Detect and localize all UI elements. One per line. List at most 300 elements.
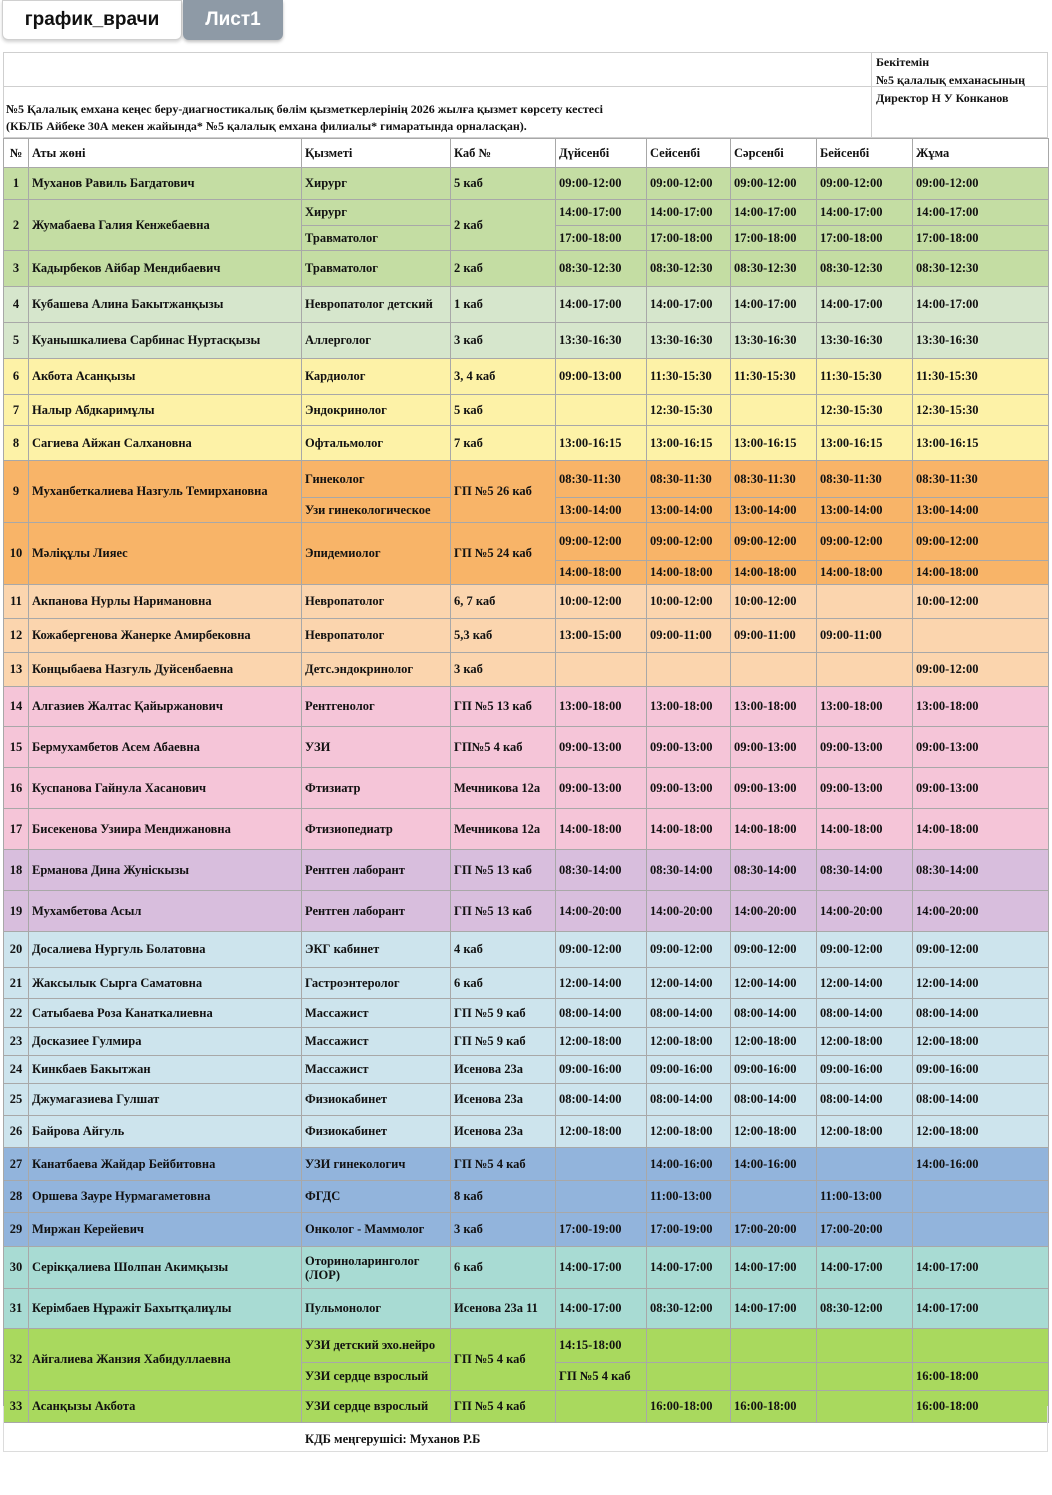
schedule-cell-wed: 14:00-18:00 [731, 809, 817, 850]
schedule-cell-fri: 14:00-17:00 [913, 1289, 1049, 1329]
name-cell: Сагиева Айжан Салхановна [29, 426, 302, 461]
schedule-cell-fri: 08:30-11:30 [913, 461, 1049, 498]
approval-line: Бекітемін [876, 55, 930, 69]
schedule-cell-fri: 09:00-12:00 [913, 653, 1049, 687]
schedule-cell-tue: 08:30-11:30 [647, 461, 731, 498]
name-cell: Акпанова Нурлы Наримановна [29, 585, 302, 619]
schedule-cell-thu: 12:30-15:30 [817, 395, 913, 426]
row-number-cell: 9 [4, 461, 29, 523]
name-cell: Алгазиев Жалтас Қайыржанович [29, 687, 302, 727]
table-row [4, 168, 1049, 200]
tab-list1[interactable] [183, 0, 283, 40]
schedule-cell-wed: 13:00-14:00 [731, 498, 817, 523]
row-number-cell: 3 [4, 251, 29, 287]
schedule-cell-fri: 09:00-16:00 [913, 1056, 1049, 1084]
cabinet-cell: 7 каб [451, 426, 556, 461]
schedule-cell-mon: 08:30-14:00 [556, 850, 647, 891]
schedule-cell-mon: 09:00-16:00 [556, 1056, 647, 1084]
name-cell: Серікқалиева Шолпан Акимқызы [29, 1247, 302, 1289]
table-row [4, 1116, 1049, 1148]
schedule-cell-tue [731, 1363, 817, 1391]
cabinet-cell: 3 каб [451, 323, 556, 359]
role-cell: Невропатолог [302, 619, 451, 653]
schedule-cell-tue: 09:00-13:00 [647, 727, 731, 768]
role-cell: ЭКГ кабинет [302, 932, 451, 968]
name-cell: Жумабаева Галия Кенжебаевна [29, 200, 302, 251]
row-number-cell: 6 [4, 359, 29, 395]
schedule-cell-wed: 16:00-18:00 [731, 1391, 817, 1423]
schedule-cell-mon: 14:00-17:00 [556, 287, 647, 323]
schedule-cell-fri: 14:00-18:00 [913, 809, 1049, 850]
name-cell: Налыр Абдкаримұлы [29, 395, 302, 426]
role-cell: Массажист [302, 999, 451, 1028]
schedule-cell-wed: 09:00-12:00 [731, 523, 817, 561]
name-cell: Куспанова Гайнула Хасанович [29, 768, 302, 809]
row-number-cell: 13 [4, 653, 29, 687]
title-line: №5 Қалалық емхана кеңес беру-диагностикалық бөлім қызметкерлерінің 2026 жылға қызмет көрсету кестесі [6, 102, 603, 116]
schedule-cell-wed [731, 1181, 817, 1213]
name-cell: Муханов Равиль Багдатович [29, 168, 302, 200]
cabinet-cell: 1 каб [451, 287, 556, 323]
schedule-cell-mon [556, 1148, 647, 1181]
schedule-cell-fri: 14:00-17:00 [913, 1247, 1049, 1289]
row-number-cell: 31 [4, 1289, 29, 1329]
column-header: Каб № [451, 139, 556, 168]
schedule-cell-wed: 09:00-11:00 [731, 619, 817, 653]
role-cell: Невропатолог детский [302, 287, 451, 323]
schedule-cell-fri: 11:30-15:30 [913, 359, 1049, 395]
schedule-cell-fri: 08:00-14:00 [913, 999, 1049, 1028]
table-row [4, 619, 1049, 653]
role-cell: Фтизиопедиатр [302, 809, 451, 850]
schedule-cell-tue: 13:30-16:30 [647, 323, 731, 359]
schedule-cell-fri: 14:00-16:00 [913, 1148, 1049, 1181]
table-row [4, 809, 1049, 850]
role-cell: Рентгенолог [302, 687, 451, 727]
name-cell: Бисекенова Узиира Мендижановна [29, 809, 302, 850]
row-number-cell: 7 [4, 395, 29, 426]
cabinet-cell: Исенова 23а 11 [451, 1289, 556, 1329]
schedule-cell-wed: 14:00-16:00 [731, 1148, 817, 1181]
name-cell: Кадырбеков Айбар Мендибаевич [29, 251, 302, 287]
name-cell: Джумагазиева Гулшат [29, 1084, 302, 1116]
table-row [4, 727, 1049, 768]
schedule-cell-mon: 08:00-14:00 [556, 999, 647, 1028]
schedule-cell-wed: 09:00-13:00 [731, 768, 817, 809]
table-row [4, 251, 1049, 287]
schedule-cell-mon: 17:00-19:00 [556, 1213, 647, 1247]
role-cell: Детс.эндокринолог [302, 653, 451, 687]
schedule-cell-fri: 08:00-14:00 [913, 1084, 1049, 1116]
name-cell: Миржан Керейевич [29, 1213, 302, 1247]
table-row [4, 359, 1049, 395]
schedule-cell-tue: 13:00-16:15 [647, 426, 731, 461]
table-row [4, 932, 1049, 968]
row-number-cell: 30 [4, 1247, 29, 1289]
cabinet-cell: 5,3 каб [451, 619, 556, 653]
schedule-cell-thu: 08:30-12:00 [817, 1289, 913, 1329]
table-row [4, 1056, 1049, 1084]
cabinet-cell: ГП №5 9 каб [451, 1028, 556, 1056]
schedule-cell-thu: 08:30-12:30 [817, 251, 913, 287]
schedule-cell-tue: 12:30-15:30 [647, 395, 731, 426]
schedule-cell-wed: 14:00-17:00 [731, 287, 817, 323]
name-cell: Бермухамбетов Асем Абаевна [29, 727, 302, 768]
role-cell: Хирург [302, 168, 451, 200]
schedule-cell-fri: 10:00-12:00 [913, 585, 1049, 619]
schedule-cell-tue: 08:30-12:30 [647, 251, 731, 287]
schedule-cell-thu: 12:00-18:00 [817, 1116, 913, 1148]
role-cell: Кардиолог [302, 359, 451, 395]
schedule-cell-wed: 13:00-16:15 [731, 426, 817, 461]
schedule-cell-tue: 12:00-18:00 [647, 1116, 731, 1148]
row-number-cell: 23 [4, 1028, 29, 1056]
row-number-cell: 1 [4, 168, 29, 200]
cabinet-cell: 5 каб [451, 395, 556, 426]
role-cell: Гастроэнтеролог [302, 968, 451, 999]
schedule-cell-mon: 08:30-11:30 [556, 461, 647, 498]
role-cell: Травматолог [302, 251, 451, 287]
schedule-cell-fri: 17:00-18:00 [913, 226, 1049, 251]
cabinet-cell: 8 каб [451, 1181, 556, 1213]
row-number-cell: 12 [4, 619, 29, 653]
schedule-cell-mon: 09:00-12:00 [556, 523, 647, 561]
schedule-cell-mon: 14:15-18:00 [556, 1329, 647, 1363]
name-cell: Акбота Асанқызы [29, 359, 302, 395]
table-row [4, 1247, 1049, 1289]
schedule-cell-mon [556, 1181, 647, 1213]
cabinet-cell: 2 каб [451, 200, 556, 251]
table-row [4, 287, 1049, 323]
role-cell: ФГДС [302, 1181, 451, 1213]
schedule-cell-mon [647, 1363, 731, 1391]
cabinet-cell: 3, 4 каб [451, 359, 556, 395]
row-number-cell: 4 [4, 287, 29, 323]
cabinet-cell: 5 каб [451, 168, 556, 200]
table-row [4, 1289, 1049, 1329]
row-number-cell: 33 [4, 1391, 29, 1423]
schedule-cell-wed: 08:30-11:30 [731, 461, 817, 498]
schedule-cell-tue: 14:00-17:00 [647, 287, 731, 323]
schedule-cell-mon [556, 653, 647, 687]
name-cell: Асанқызы Акбота [29, 1391, 302, 1423]
title-line: (КБЛБ Айбеке 30А мекен жайында* №5 қалалық емхана филиалы* гимаратында орналасқан). [6, 119, 527, 133]
role-cell: Фтизиатр [302, 768, 451, 809]
schedule-cell-tue: 09:00-11:00 [647, 619, 731, 653]
schedule-cell-wed: 14:00-17:00 [731, 1247, 817, 1289]
schedule-cell-mon: 10:00-12:00 [556, 585, 647, 619]
cabinet-cell: Исенова 23а [451, 1084, 556, 1116]
schedule-cell-mon: 12:00-18:00 [556, 1116, 647, 1148]
schedule-cell-tue: 14:00-18:00 [647, 561, 731, 585]
name-cell: Оршева Зауре Нурмагаметовна [29, 1181, 302, 1213]
schedule-cell-thu: 13:30-16:30 [817, 323, 913, 359]
schedule-cell-mon: 13:00-15:00 [556, 619, 647, 653]
column-header: Аты жөні [29, 139, 302, 168]
role-cell: Невропатолог [302, 585, 451, 619]
schedule-cell-wed: 09:00-13:00 [731, 727, 817, 768]
schedule-cell-thu: 12:00-18:00 [817, 1028, 913, 1056]
schedule-cell-thu: 09:00-11:00 [817, 619, 913, 653]
cabinet-cell: Исенова 23а [451, 1056, 556, 1084]
row-number-cell: 15 [4, 727, 29, 768]
table-row [4, 1329, 1049, 1363]
schedule-cell-fri: 12:00-18:00 [913, 1116, 1049, 1148]
schedule-cell-wed [817, 1363, 913, 1391]
schedule-cell-thu: 08:00-14:00 [817, 1084, 913, 1116]
schedule-cell-fri: 09:00-12:00 [913, 168, 1049, 200]
role-cell: УЗИ [302, 727, 451, 768]
schedule-cell-thu [817, 653, 913, 687]
name-cell: Досалиева Нургуль Болатовна [29, 932, 302, 968]
schedule-cell-fri [913, 1181, 1049, 1213]
schedule-cell-mon: 14:00-18:00 [556, 809, 647, 850]
row-number-cell: 22 [4, 999, 29, 1028]
schedule-cell-wed: 09:00-16:00 [731, 1056, 817, 1084]
table-row [4, 891, 1049, 932]
schedule-cell-fri: 12:00-14:00 [913, 968, 1049, 999]
cabinet-cell: ГП №5 4 каб [451, 1329, 556, 1391]
cabinet-cell: ГП №5 13 каб [451, 891, 556, 932]
schedule-cell-wed: 08:00-14:00 [731, 1084, 817, 1116]
signature-line: КДБ меңгерушісі: Муханов Р.Б [305, 1432, 481, 1446]
schedule-cell-wed [731, 653, 817, 687]
row-number-cell: 10 [4, 523, 29, 585]
name-cell: Кожабергенова Жанерке Амирбековна [29, 619, 302, 653]
name-cell: Айгалиева Жанзия Хабидуллаевна [29, 1329, 302, 1391]
name-cell: Байрова Айгуль [29, 1116, 302, 1148]
schedule-cell-mon: 08:30-12:30 [556, 251, 647, 287]
schedule-cell-wed: 13:00-18:00 [731, 687, 817, 727]
column-header: Дүйсенбі [556, 139, 647, 168]
name-cell: Керімбаев Нұражіт Бахытқалиұлы [29, 1289, 302, 1329]
row-number-cell: 2 [4, 200, 29, 251]
column-header: № [4, 139, 29, 168]
schedule-cell-fri: 14:00-17:00 [913, 287, 1049, 323]
table-row [4, 968, 1049, 999]
schedule-cell-fri [913, 619, 1049, 653]
role-cell: Эндокринолог [302, 395, 451, 426]
schedule-cell-tue: 13:00-14:00 [647, 498, 731, 523]
role-cell: Хирург [302, 200, 451, 226]
row-number-cell: 21 [4, 968, 29, 999]
table-row [4, 523, 1049, 561]
table-row [4, 687, 1049, 727]
schedule-cell-wed: 08:00-14:00 [731, 999, 817, 1028]
role-cell: УЗИ сердце взрослый [302, 1391, 451, 1423]
cabinet-cell: Исенова 23а [451, 1116, 556, 1148]
row-number-cell: 29 [4, 1213, 29, 1247]
cabinet-cell: ГП №5 24 каб [451, 523, 556, 585]
cabinet-cell: 2 каб [451, 251, 556, 287]
schedule-cell-tue: 08:00-14:00 [647, 1084, 731, 1116]
schedule-cell-thu: 09:00-12:00 [817, 932, 913, 968]
cabinet-cell: ГП №5 4 каб [451, 1148, 556, 1181]
schedule-cell-tue: 14:00-18:00 [647, 809, 731, 850]
schedule-cell-mon: 12:00-18:00 [556, 1028, 647, 1056]
role-cell: Травматолог [302, 226, 451, 251]
schedule-cell-thu: 13:00-14:00 [817, 498, 913, 523]
cabinet-cell: Мечникова 12а [451, 768, 556, 809]
schedule-cell-thu: 11:00-13:00 [817, 1181, 913, 1213]
schedule-cell-mon: 14:00-17:00 [556, 1247, 647, 1289]
column-header-row [4, 139, 1049, 168]
schedule-cell-thu: 13:00-16:15 [817, 426, 913, 461]
schedule-cell-tue: 14:00-16:00 [647, 1148, 731, 1181]
schedule-cell-thu: 14:00-18:00 [817, 809, 913, 850]
row-number-cell: 19 [4, 891, 29, 932]
schedule-cell-tue [647, 1329, 731, 1363]
schedule-cell-fri: 14:00-20:00 [913, 891, 1049, 932]
schedule-cell-tue: 16:00-18:00 [647, 1391, 731, 1423]
role-cell: Эпидемиолог [302, 523, 451, 585]
schedule-cell-mon [556, 395, 647, 426]
role-cell: УЗИ детский эхо.нейро [302, 1329, 451, 1363]
name-cell: Ерманова Дина Жуніскызы [29, 850, 302, 891]
row-number-cell: 20 [4, 932, 29, 968]
cabinet-cell: 3 каб [451, 653, 556, 687]
schedule-cell-thu: 09:00-13:00 [817, 768, 913, 809]
schedule-cell-mon: 09:00-12:00 [556, 932, 647, 968]
schedule-cell-tue: 17:00-18:00 [647, 226, 731, 251]
column-header: Сейсенбі [647, 139, 731, 168]
schedule-cell-thu: 17:00-20:00 [817, 1213, 913, 1247]
schedule-cell-mon: 13:00-14:00 [556, 498, 647, 523]
schedule-cell-tue: 11:30-15:30 [647, 359, 731, 395]
schedule-cell-tue: 09:00-12:00 [647, 932, 731, 968]
schedule-cell-tue: 11:00-13:00 [647, 1181, 731, 1213]
schedule-cell-fri: 13:00-16:15 [913, 426, 1049, 461]
table-row [4, 1181, 1049, 1213]
row-number-cell: 16 [4, 768, 29, 809]
schedule-cell-thu: 17:00-18:00 [817, 226, 913, 251]
row-number-cell: 25 [4, 1084, 29, 1116]
schedule-cell-thu: 09:00-13:00 [817, 727, 913, 768]
schedule-cell-tue: 08:30-14:00 [647, 850, 731, 891]
schedule-cell-thu: 14:00-17:00 [817, 200, 913, 226]
schedule-cell-thu: 11:30-15:30 [817, 359, 913, 395]
schedule-cell-wed: 10:00-12:00 [731, 585, 817, 619]
tab-label: Лист1 [205, 9, 261, 30]
schedule-cell-fri [913, 1329, 1049, 1363]
schedule-cell-wed: 14:00-17:00 [731, 200, 817, 226]
schedule-cell-fri: 08:30-14:00 [913, 850, 1049, 891]
schedule-cell-mon: 17:00-18:00 [556, 226, 647, 251]
table-row [4, 1213, 1049, 1247]
name-cell: Досказиее Гулмира [29, 1028, 302, 1056]
row-number-cell: 8 [4, 426, 29, 461]
schedule-cell-mon: 14:00-20:00 [556, 891, 647, 932]
schedule-cell-mon: 14:00-17:00 [556, 1289, 647, 1329]
name-cell: Концыбаева Назгуль Дуйсенбаевна [29, 653, 302, 687]
cabinet-cell: ГП №5 13 каб [451, 687, 556, 727]
schedule-cell-wed: 12:00-18:00 [731, 1116, 817, 1148]
schedule-cell-fri: 13:00-18:00 [913, 687, 1049, 727]
name-cell: Жаксылык Сырга Саматовна [29, 968, 302, 999]
role-cell: Рентген лаборант [302, 850, 451, 891]
cabinet-cell: ГП №5 13 каб [451, 850, 556, 891]
table-row [4, 395, 1049, 426]
schedule-cell-tue: 12:00-18:00 [647, 1028, 731, 1056]
schedule-cell-thu: 12:00-14:00 [817, 968, 913, 999]
schedule-cell-mon: 13:00-16:15 [556, 426, 647, 461]
schedule-cell-fri: 09:00-12:00 [913, 523, 1049, 561]
schedule-cell-wed: 14:00-20:00 [731, 891, 817, 932]
schedule-table [3, 138, 1049, 1423]
role-cell: Рентген лаборант [302, 891, 451, 932]
role-cell: Массажист [302, 1056, 451, 1084]
schedule-cell-wed: 14:00-18:00 [731, 561, 817, 585]
schedule-cell-fri: 16:00-18:00 [913, 1391, 1049, 1423]
row-number-cell: 18 [4, 850, 29, 891]
table-row [4, 653, 1049, 687]
schedule-cell-fri: 13:00-14:00 [913, 498, 1049, 523]
schedule-cell-wed: 11:30-15:30 [731, 359, 817, 395]
schedule-cell-thu: 14:00-17:00 [817, 287, 913, 323]
role-cell: Пульмонолог [302, 1289, 451, 1329]
sheet-tabs [0, 0, 1052, 44]
column-header: Қызметі [302, 139, 451, 168]
schedule-cell-fri [913, 1213, 1049, 1247]
cabinet-cell: 6 каб [451, 968, 556, 999]
row-number-cell: 14 [4, 687, 29, 727]
table-row [4, 768, 1049, 809]
role-cell: Массажист [302, 1028, 451, 1056]
spreadsheet [3, 52, 1048, 1423]
schedule-cell-tue: 09:00-12:00 [647, 168, 731, 200]
cabinet-cell: 6, 7 каб [451, 585, 556, 619]
role-cell: УЗИ гинекологич [302, 1148, 451, 1181]
schedule-cell-mon: 12:00-14:00 [556, 968, 647, 999]
schedule-cell-fri: 12:00-18:00 [913, 1028, 1049, 1056]
schedule-cell-tue: 08:30-12:00 [647, 1289, 731, 1329]
name-cell: Мәліқұлы Лияес [29, 523, 302, 585]
schedule-cell-wed: 08:30-14:00 [731, 850, 817, 891]
column-header: Бейсенбі [817, 139, 913, 168]
schedule-cell-tue [647, 653, 731, 687]
schedule-cell-thu: 08:30-14:00 [817, 850, 913, 891]
schedule-cell-thu: 09:00-12:00 [817, 168, 913, 200]
table-row [4, 1084, 1049, 1116]
schedule-cell-tue: 09:00-16:00 [647, 1056, 731, 1084]
role-cell: Физиокабинет [302, 1116, 451, 1148]
schedule-cell-tue: 14:00-17:00 [647, 1247, 731, 1289]
cabinet-cell: 6 каб [451, 1247, 556, 1289]
table-row [4, 426, 1049, 461]
cabinet-cell: ГП №5 4 каб [451, 1391, 556, 1423]
schedule-cell-tue: 17:00-19:00 [647, 1213, 731, 1247]
schedule-cell-tue: 12:00-14:00 [647, 968, 731, 999]
schedule-cell-tue: 08:00-14:00 [647, 999, 731, 1028]
schedule-cell-wed: 14:00-17:00 [731, 1289, 817, 1329]
schedule-cell-thu: 16:00-18:00 [913, 1363, 1049, 1391]
schedule-cell-fri: 12:30-15:30 [913, 395, 1049, 426]
schedule-cell-wed: 17:00-18:00 [731, 226, 817, 251]
approval-line: №5 қалалық емханасының [876, 73, 1026, 87]
schedule-cell-thu: 08:30-11:30 [817, 461, 913, 498]
schedule-cell-fri: 14:00-17:00 [913, 200, 1049, 226]
approval-line: Директор Н У Конканов [876, 91, 1009, 105]
schedule-cell-fri: 09:00-13:00 [913, 768, 1049, 809]
schedule-cell-thu: 09:00-16:00 [817, 1056, 913, 1084]
schedule-cell-thu: 09:00-12:00 [817, 523, 913, 561]
tab-grafik-vrachi[interactable] [2, 0, 182, 40]
schedule-cell-mon: 14:00-17:00 [556, 200, 647, 226]
cabinet-cell: ГП №5 9 каб [451, 999, 556, 1028]
schedule-cell-thu: 08:00-14:00 [817, 999, 913, 1028]
tab-label: график_врачи [24, 9, 160, 30]
role-cell: Физиокабинет [302, 1084, 451, 1116]
